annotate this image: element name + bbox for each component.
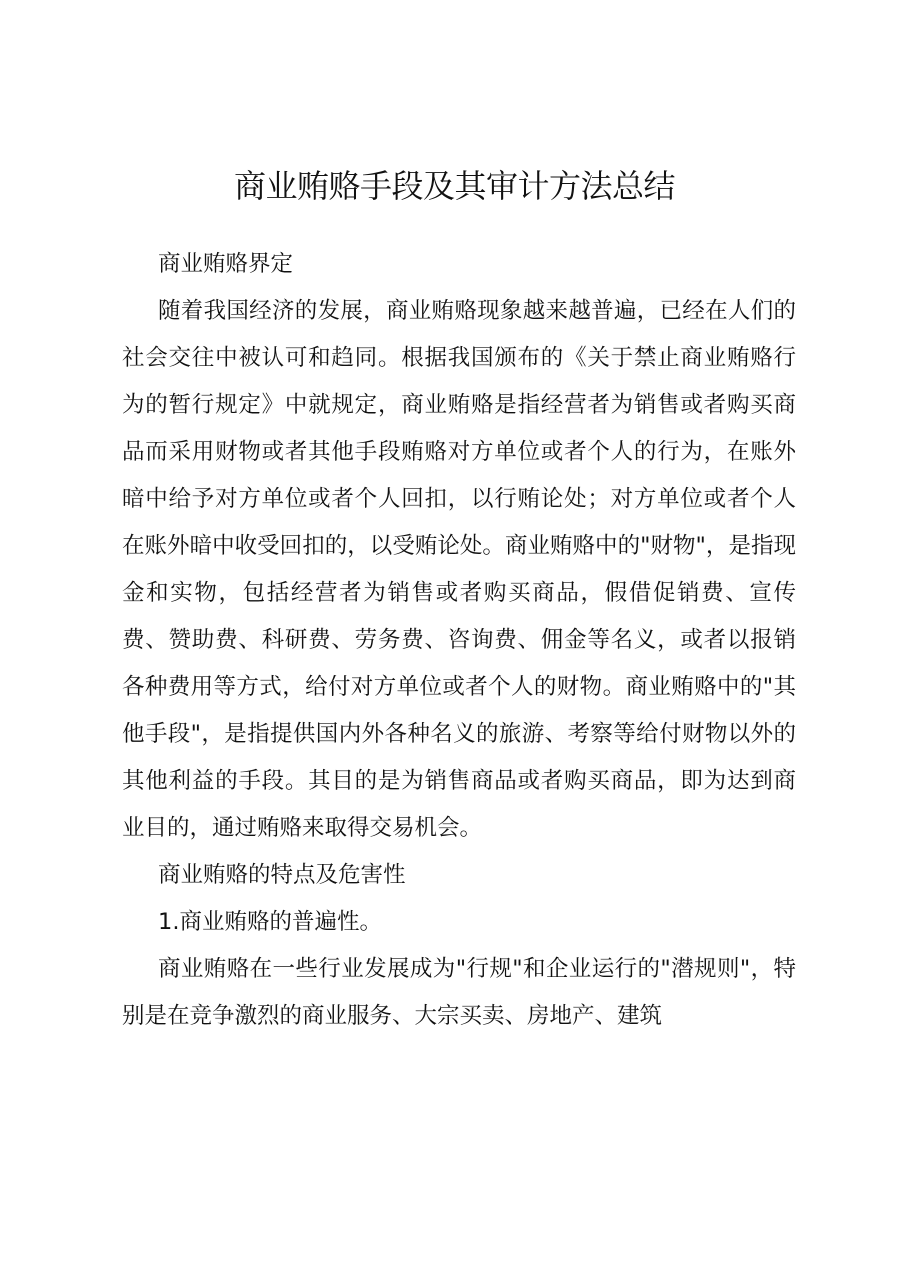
section-heading-definition: 商业贿赂界定 — [158, 251, 294, 277]
section-heading-characteristics: 商业贿赂的特点及危害性 — [158, 862, 406, 888]
page-title: 商业贿赂手段及其审计方法总结 — [233, 167, 675, 205]
paragraph-definition: 随着我国经济的发展，商业贿赂现象越来越普遍，已经在人们的社会交往中被认可和趋同。根据我国颁布的《关于禁止商业贿赂行为的暂行规定》中就规定，商业贿赂是指经营者为销售或者购买商品而采用财物或者其他手段贿赂对方单位或者个人的行为，在账外暗中给予对方单位或者个人回扣，以行贿论处；对方单位或者个人在账外暗中收受回扣的，以受贿论处。商业贿赂中的"财物"，是指现金和实物，包括经营者为销售或者购买商品，假借促销费、宣传费、赞助费、科研费、劳务费、咨询费、佣金等名义，或者以报销各种费用等方式，给付对方单位或者个人的财物。商业贿赂中的"其他手段"，是指提供国内外各种名义的旅游、考察等给付财物以外的其他利益的手段。其目的是为销售商品或者购买商品，即为达到商业目的，通过贿赂来取得交易机会。 — [122, 298, 796, 841]
document-body — [122, 241, 796, 1040]
subheading-prevalence: 1.商业贿赂的普遍性。 — [158, 909, 382, 935]
paragraph-prevalence: 商业贿赂在一些行业发展成为"行规"和企业运行的"潜规则"，特别是在竞争激烈的商业服务、大宗买卖、房地产、建筑 — [122, 956, 796, 1029]
